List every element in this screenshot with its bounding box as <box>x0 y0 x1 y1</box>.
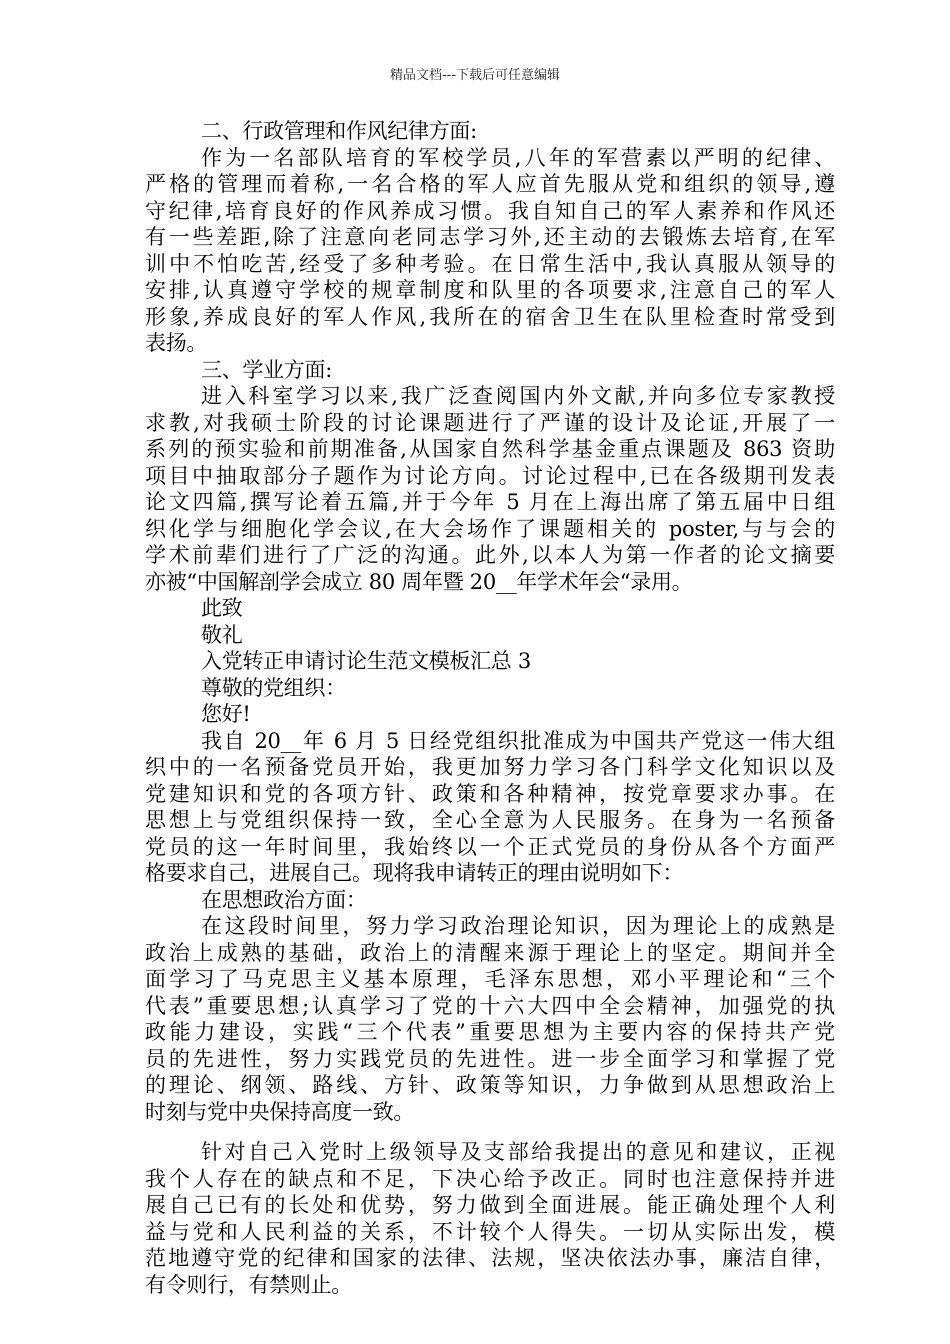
paragraph-line: 党员的这一年时间里，我始终以一个正式党员的身份从各个方面严 <box>145 834 835 859</box>
paragraph-spacer <box>145 1125 835 1139</box>
paragraph-line: 代表”重要思想;认真学习了党的十六大四中全会精神，加强党的执 <box>145 993 835 1018</box>
paragraph-line: 学术前辈们进行了广泛的沟通。此外,以本人为第一作者的论文摘要 <box>145 543 835 567</box>
document-title: 入党转正申请讨论生范文模板汇总 3 <box>201 649 531 673</box>
section-heading: 在思想政治方面： <box>201 887 367 912</box>
paragraph-line: 面学习了马克思主义基本原理，毛泽东思想，邓小平理论和“三个 <box>145 967 835 991</box>
paragraph-line: 有令则行，有禁则止。 <box>145 1272 352 1297</box>
paragraph-line: 的理论、纲领、路线、方针、政策等知识，力争做到从思想政治上 <box>145 1073 835 1097</box>
paragraph-line: 针对自己入党时上级领导及支部给我提出的意见和建议，正视 <box>201 1140 835 1164</box>
paragraph-line: 我个人存在的缺点和不足，下决心给予改正。同时也注意保持并进 <box>145 1166 835 1191</box>
paragraph-line: 格要求自己，进展自己。现将我申请转正的理由说明如下： <box>145 861 684 885</box>
paragraph-line: 政能力建设，实践“三个代表”重要思想为主要内容的保持共产党 <box>145 1020 835 1044</box>
paragraph-line: 员的先进性，努力实践党员的先进性。进一步全面学习和掌握了党 <box>145 1046 835 1071</box>
document-body <box>145 118 835 1298</box>
paragraph-line: 进入科室学习以来,我广泛查阅国内外文献,并向多位专家教授 <box>201 384 835 408</box>
paragraph-line: 我自 20__年 6 月 5 日经党组织批准成为中国共产党这一伟大组 <box>201 728 835 753</box>
section-heading: 二、行政管理和作风纪律方面: <box>201 119 477 143</box>
paragraph-line: 系列的预实验和前期准备,从国家自然科学基金重点课题及 863 资助 <box>145 437 835 461</box>
closing-line: 此致 <box>201 596 243 620</box>
paragraph-line: 作为一名部队培育的军校学员,八年的军营素以严明的纪律、 <box>201 145 835 170</box>
paragraph-line: 党建知识和党的各项方针、政策和各种精神，按党章要求办事。在 <box>145 781 835 806</box>
section-heading: 三、学业方面: <box>201 357 332 382</box>
paragraph-line: 形象,养成良好的军人作风,我所在的宿舍卫生在队里检查时常受到 <box>145 304 835 329</box>
paragraph-line: 政治上成熟的基础，政治上的清醒来源于理论上的坚定。期间并全 <box>145 940 835 965</box>
salutation: 尊敬的党组织： <box>201 675 346 700</box>
greeting: 您好! <box>201 702 251 726</box>
paragraph-line: 展自己已有的长处和优势，努力做到全面进展。能正确处理个人利 <box>145 1193 835 1217</box>
paragraph-line: 表扬。 <box>145 331 208 355</box>
page-header: 精品文档---下载后可任意编辑 <box>389 68 561 83</box>
paragraph-line: 求教,对我硕士阶段的讨论课题进行了严谨的设计及论证,开展了一 <box>145 410 835 435</box>
paragraph-line: 思想上与党组织保持一致，全心全意为人民服务。在身为一名预备 <box>145 808 835 832</box>
paragraph-line: 益与党和人民利益的关系，不计较个人得失。一切从实际出发，模 <box>145 1219 835 1244</box>
paragraph-line: 织化学与细胞化学会议,在大会场作了课题相关的 poster,与与会的 <box>145 516 835 541</box>
paragraph-line: 严格的管理而着称,一名合格的军人应首先服从党和组织的领导,遵 <box>145 172 835 196</box>
paragraph-line: 范地遵守党的纪律和国家的法律、法规，坚决依法办事，廉洁自律， <box>145 1246 835 1270</box>
paragraph-line: 项目中抽取部分子题作为讨论方向。讨论过程中,已在各级期刊发表 <box>145 463 835 488</box>
paragraph-line: 安排,认真遵守学校的规章制度和队里的各项要求,注意自己的军人 <box>145 278 835 302</box>
paragraph-line: 训中不怕吃苦,经受了多种考验。在日常生活中,我认真服从领导的 <box>145 251 835 276</box>
paragraph-line: 时刻与党中央保持高度一致。 <box>145 1099 415 1124</box>
paragraph-line: 有一些差距,除了注意向老同志学习外,还主动的去锻炼去培育,在军 <box>145 225 835 249</box>
paragraph-line: 织中的一名预备党员开始，我更加努力学习各门科学文化知识以及 <box>145 755 835 779</box>
closing-line: 敬礼 <box>201 622 243 647</box>
paragraph-line: 守纪律,培育良好的作风养成习惯。我自知自己的军人素养和作风还 <box>145 198 835 223</box>
paragraph-line: 论文四篇,撰写论着五篇,并于今年 5 月在上海出席了第五届中日组 <box>145 490 835 514</box>
paragraph-line: 亦被“中国解剖学会成立 80 周年暨 20__年学术年会“录用。 <box>145 569 693 594</box>
paragraph-line: 在这段时间里，努力学习政治理论知识，因为理论上的成熟是 <box>201 914 835 938</box>
